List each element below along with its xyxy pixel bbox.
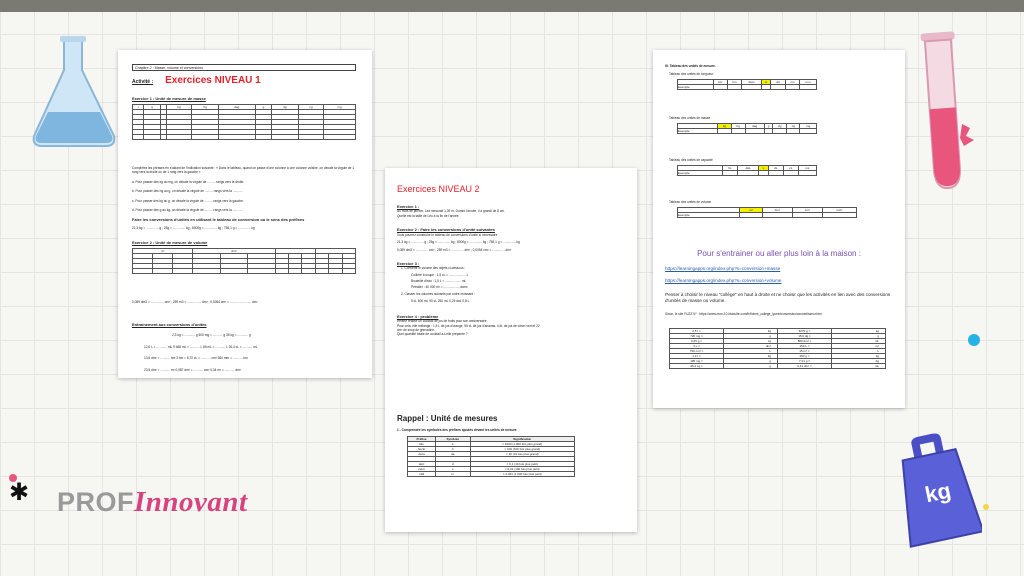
blue-dot	[968, 334, 980, 346]
conversion-cell: 7,21 g =	[778, 359, 832, 364]
prefix-cell: × 10 (10 fois plus grand)	[470, 452, 574, 457]
p3-volume-table	[677, 207, 857, 218]
conversion-cell: 800 dm³ =	[778, 339, 832, 344]
conversion-cell: 15 m³ =	[778, 349, 832, 354]
top-bar	[0, 0, 1024, 12]
example-value-cell	[800, 129, 817, 134]
p2-ex4-l4: Quel quantité totale de cocktail a-t-elle préparée ?	[397, 332, 468, 337]
prefix-row	[408, 472, 575, 477]
example-value-cell	[773, 129, 787, 134]
flask-icon	[28, 32, 120, 152]
p2-ex1-l2: Quelle est la taille de Léo à la fin de l'année.	[397, 213, 460, 218]
prefix-cell: da	[436, 452, 470, 457]
conversion-cell: 0,25 g =	[670, 339, 724, 344]
mass-table	[132, 104, 356, 140]
unit-cell: cm³	[792, 208, 822, 213]
unit-cell: cm	[785, 80, 799, 85]
unit-cell: cg	[787, 124, 800, 129]
train-line-2: 12,6 L = ............ mL 9 468 mL = ........... L 85 mL = ........... L 26,4 cL = ........... mL	[144, 344, 258, 349]
example-value-cell	[768, 171, 783, 176]
page1-ex2-title: Exercice 2 : Unité de mesure de volume	[132, 240, 208, 245]
logo-innovant: Innovant	[134, 486, 248, 518]
prefix-cell: × 1000 (1 000 fois plus grand)	[470, 442, 574, 447]
p3-mass-title: Tableau des unités de masse	[669, 116, 711, 120]
page1-header: Chapitre 2 : Masse, volume et conversions	[132, 64, 356, 71]
train-line-3: 13,6 dm³ = ........... hm 3 hm = 8,70 cL = ........... cm³ 560 mm = ........... km	[144, 356, 248, 361]
p2-ex3-l3: 5 cL 500 mL 90 cL 250 mL 0,25 daL 0,8 L	[411, 299, 470, 304]
example-value-cell	[792, 213, 822, 218]
unit-cell: kg	[718, 124, 731, 129]
conversion-cell: 1,3 t =	[670, 354, 724, 359]
conv-line: 21,3 kg = .............. g ; 25g = .............. kg ; 8000g = .............. kg ; 758,1 g = .............. kg	[132, 225, 255, 230]
conversion-cell: 15,6 dg =	[778, 334, 832, 339]
activity-label: Activité :	[132, 79, 154, 85]
worksheet-page-2	[385, 168, 637, 532]
unit-cell: daL	[738, 166, 759, 171]
example-value-cell	[787, 129, 800, 134]
worksheet-page-3	[653, 50, 905, 408]
example-value-cell	[761, 85, 771, 90]
unit-cell: hg	[731, 124, 745, 129]
p2-ex2: Exercice 2 : Faire les conversions d'unité suivantes	[397, 227, 495, 233]
conversion-cell: kg	[832, 354, 886, 359]
mass-unit-cell: mg	[324, 105, 356, 110]
example-cell: Exemple	[678, 85, 714, 90]
conversion-table	[669, 328, 886, 369]
training-section	[132, 322, 258, 372]
p2-ex2-l3: 0,089 dm3 = .............. cm³ ; 259 m3 = .............. dm³ ; 0,0054 cm³ = .............. dm³	[397, 248, 511, 253]
mass-unit-cell: dg	[272, 105, 299, 110]
p2-ex4-l3: cm³ de sirop de grenadine.	[397, 327, 435, 332]
conversion-cell: 2,5 t =	[670, 329, 724, 334]
unit-cell: dg	[773, 124, 787, 129]
prefix-cell: × 0,1 (10 fois plus petit)	[470, 462, 574, 467]
example-value-cell	[771, 85, 786, 90]
page1-title	[132, 75, 261, 86]
conversion-cell: 3 L =	[670, 344, 724, 349]
weight-label: kg	[922, 477, 954, 508]
p2-ex3-item-3: Pétrolier : 40 000 m³ = .................. dam³	[411, 285, 468, 290]
mass-unit-cell: t	[133, 105, 144, 110]
worksheet-page-1	[118, 50, 372, 378]
unit-cell: dam	[742, 80, 761, 85]
example-cell: Exemple	[678, 213, 740, 218]
p2-ex4: Exercice 4 : problème	[397, 313, 439, 319]
p3-mass-table	[677, 123, 817, 134]
rappel-title: Rappel : Unité de mesures	[397, 414, 498, 423]
p2-ex1-l1: Au mois de janvier, Léa mesurait 1,39 m. Durant l'année, il a grandi de 8 cm.	[397, 209, 505, 214]
conversion-cell: kg	[832, 329, 886, 334]
length-title: Tableau des unités de longueur	[669, 72, 714, 76]
test-tube-icon	[912, 28, 982, 198]
example-value-cell	[785, 85, 799, 90]
prefix-cell: milli	[408, 472, 436, 477]
capacity-table	[677, 165, 817, 176]
prefix-cell: centi	[408, 467, 436, 472]
practice-heading: Pour s'entrainer ou aller plus loin à la maison :	[697, 249, 861, 258]
conversion-cell: mL	[832, 364, 886, 369]
page2-body	[397, 204, 629, 337]
example-value-cell	[727, 85, 742, 90]
example-value-cell	[798, 171, 816, 176]
p2-ex3-item-2: Bouteille d'eau : 1,5 L = .................. mL	[411, 279, 467, 284]
prefix-cell: k	[436, 442, 470, 447]
train-line-4: 23,5 dm³ = ........... m³ 0,087 dm³ = ........... cm³ 0,34 m³ = ........... dm³	[144, 367, 241, 372]
unit-cell: dL	[768, 166, 783, 171]
prefix-cell: Symbole	[436, 437, 470, 442]
conversion-cell: m³	[832, 344, 886, 349]
cap-title: Tableau des unités de capacité	[669, 158, 713, 162]
unit-cell: dm³	[762, 208, 792, 213]
example-value-cell	[822, 213, 857, 218]
conversion-cell: cg	[724, 339, 778, 344]
conversion-cell: L	[724, 349, 778, 354]
p2-ex2-l2: 21,3 kg = .............. g ; 25g = .............. kg ; 8000g = .............. kg ; 758,1 g = .............. kg	[397, 240, 520, 245]
conversion-cell: g	[724, 359, 778, 364]
example-value-cell	[742, 85, 761, 90]
conversion-cell: kg	[724, 329, 778, 334]
conversion-cell: dg	[832, 359, 886, 364]
practice-paragraph: Penser à choisir le niveau "collège" en haut à droite et ne choisir que les activités en lien avec des conversions d'unités de masse ou volume.	[665, 292, 891, 303]
example-cell: Exemple	[678, 171, 723, 176]
example-value-cell	[745, 129, 764, 134]
volume-table	[132, 248, 356, 274]
conversion-cell: 3270 g =	[778, 329, 832, 334]
length-table	[677, 79, 817, 90]
conversion-cell: 150 L =	[778, 344, 832, 349]
example-value-cell	[713, 85, 727, 90]
mass-unit-cell: hg	[192, 105, 219, 110]
example-value-cell	[759, 171, 768, 176]
prefix-cell: × 0,001 (1 000 fois plus petit)	[470, 472, 574, 477]
conversion-row	[670, 364, 886, 369]
conversion-cell: 105 mg =	[670, 359, 724, 364]
conversion-cell: g	[724, 364, 778, 369]
length-block	[669, 72, 817, 90]
conversion-cell: 750 cm³ =	[670, 349, 724, 354]
unit-cell: g	[764, 124, 773, 129]
complete-text: Complétez les phrases en s'aidant de l'indication suivante : « Dans le tableau, quand on passe d'une colonne à une colonne voisine, on décale la virgule de 1 rang vers la droite ou de 1 rang vers la gauche »	[132, 166, 355, 175]
unit-cell: hm	[727, 80, 742, 85]
vol-conv-line: 0,089 dm3 = ................cm³ ; 259 m3 = ................ dm³ ; 0,0054 cm³ = ........................ dm³	[132, 300, 258, 304]
conversion-cell: kg	[724, 354, 778, 359]
line-c: c. Pour passer des kg au g, on décale la virgule de ......... rangs vers la gauche.	[132, 198, 244, 203]
conv-title: Faire les conversions d'unités en utilisant le tableau de conversion ou le sens des préfixes	[132, 217, 305, 223]
unit-cell: cL	[783, 166, 798, 171]
prefix-cell: déca	[408, 452, 436, 457]
example-cell: Exemple	[678, 129, 718, 134]
conversion-cell: 450 g =	[778, 354, 832, 359]
unit-cell: mm	[800, 80, 817, 85]
prefix-cell: déci	[408, 462, 436, 467]
p2-ex4-l1: Hélène réalise un cocktail de jus de fruits pour son anniversaire.	[397, 319, 488, 324]
prefix-cell: kilo	[408, 442, 436, 447]
p2-ex2-l1: Vous pourrez construire le tableau de conversions d'unité si nécessaire	[397, 232, 498, 237]
line-b: b. Pour passer des hg au g, on décale la virgule de ......... rangs vers la ...........	[132, 189, 243, 194]
p2-ex3: Exercice 3 :	[397, 260, 420, 266]
conversion-cell: L	[832, 349, 886, 354]
p2-ex1: Exercice 1 :	[397, 204, 420, 209]
p2-ex4-l2: Pour cela, elle mélange : 1,5 L de jus d'orange, 55 cL de jus d'ananas, 4 dL de jus de citron vert et 22	[397, 323, 540, 328]
unit-cell: km	[713, 80, 727, 85]
p2-ex3-item-1: Cuillère à soupe : 1,5 cL = ................... L	[411, 272, 469, 277]
mass-unit-cell: dag	[218, 105, 255, 110]
p2-ex3-l2: 2. Classer les volumes suivants par ordre croissant :	[401, 291, 475, 296]
asterisk-icon: ✱	[9, 479, 30, 506]
link-masse[interactable]: https://learningapps.org/index.php?s=conversion+masse	[665, 266, 781, 271]
prefix-cell: Signification	[470, 437, 574, 442]
conversion-cell: g	[832, 334, 886, 339]
example-value-cell	[722, 171, 737, 176]
example-value-cell	[740, 213, 762, 218]
example-value-cell	[762, 213, 792, 218]
line-d: d. Pour passer des g au kg, on décale la virgule de ......... rangs vers la ...........	[132, 208, 243, 213]
mass-unit-cell: kg	[166, 105, 192, 110]
train-title: Entrainement aux conversions d'unités	[132, 322, 207, 327]
page1-title-text: Exercices NIVEAU 1	[165, 75, 261, 86]
conversion-cell: mL	[832, 339, 886, 344]
example-value-cell	[783, 171, 798, 176]
prefix-cell: m	[436, 472, 470, 477]
conversion-cell: 45,2 cg =	[670, 364, 724, 369]
example-value-cell	[738, 171, 759, 176]
example-value-cell	[718, 129, 731, 134]
line-a: a. Pour passer des kg au mg, on décale la virgule de ......... rangs vers la droite.	[132, 179, 245, 184]
vol-title: Tableau des unités de volume	[669, 200, 712, 204]
mass-unit-cell: g	[255, 105, 271, 110]
mass-block	[669, 116, 817, 134]
conversion-cell: dm³	[724, 344, 778, 349]
p2-ex3-l1: 1. Convertir le volume des objets ci-dessous :	[401, 266, 466, 271]
conversion-cell: g	[724, 334, 778, 339]
train-line-1: 2,3 kg = ............ g 500 mg = ........... g 35 kg = ............ g	[172, 333, 251, 338]
example-value-cell	[731, 129, 745, 134]
prefix-cell: Préfixe	[408, 437, 436, 442]
unit-cell: hL	[722, 166, 737, 171]
prefix-cell: hecto	[408, 447, 436, 452]
rappel-subtitle: 1 - Comprendre les symboles des préfixes ajoutés devant les unités de mesure.	[397, 428, 518, 432]
example-value-cell	[800, 85, 817, 90]
site-note: Sinon, le site FUZZ N° : https://www.mon-10-bfaculte.com/fr/fiches_college_lycee/conversion/convertisseur.htm	[665, 312, 822, 316]
prefix-cell: × 0,01 (100 fois plus petit)	[470, 467, 574, 472]
unit-cell: mg	[800, 124, 817, 129]
page2-title: Exercices NIVEAU 2	[397, 184, 480, 194]
example-value-cell	[764, 129, 773, 134]
conversion-cell: 720 mg =	[670, 334, 724, 339]
unit-cell: m³	[740, 208, 762, 213]
vol-unit-dm3: dm³	[193, 249, 276, 254]
page1-instructions	[132, 166, 360, 230]
logo-prof: PROF	[57, 487, 135, 517]
mass-unit-cell: cg	[298, 105, 324, 110]
yellow-dot	[983, 504, 989, 510]
page3-heading: III- Tableau des unités de mesure.	[665, 64, 716, 68]
page1-ex1-title: Exercice 1 : Unité de mesure de masse	[132, 96, 206, 101]
unit-cell: mm³	[822, 208, 857, 213]
brand-logo	[57, 486, 248, 519]
prefix-table	[407, 436, 575, 477]
mass-unit-cell: q	[144, 105, 160, 110]
unit-cell: dm	[771, 80, 786, 85]
unit-cell: mL	[798, 166, 816, 171]
prefix-cell: × 100 (100 fois plus grand)	[470, 447, 574, 452]
unit-cell: L	[759, 166, 768, 171]
unit-cell: m	[761, 80, 771, 85]
conversion-cell: 0,41 dm³ =	[778, 364, 832, 369]
capacity-block	[669, 158, 817, 176]
volume-block	[669, 200, 857, 218]
link-volume[interactable]: https://learningapps.org/index.php?s=conversion+volume	[665, 278, 782, 283]
vol-unit-m3: m³	[133, 249, 193, 254]
prefix-cell: d	[436, 462, 470, 467]
unit-cell: dag	[745, 124, 764, 129]
prefix-cell: h	[436, 447, 470, 452]
prefix-cell: c	[436, 467, 470, 472]
